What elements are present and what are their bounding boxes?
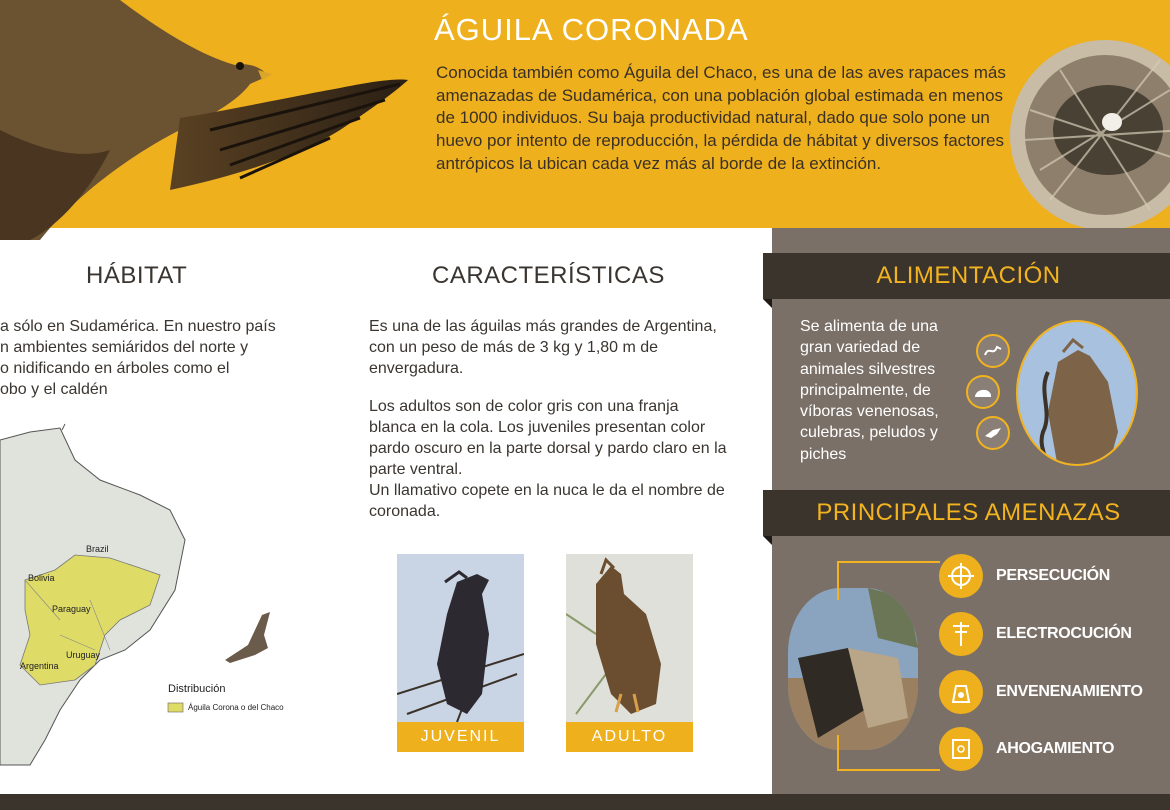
bird-icon [976, 416, 1010, 450]
adult-eagle-photo [566, 554, 693, 752]
alimentacion-heading: ALIMENTACIÓN [763, 253, 1170, 299]
alimentacion-text: Se alimenta de una gran variedad de animales silvestres principalmente, de víboras venenosas, culebras, peludos y piches [800, 318, 939, 463]
caracteristicas-para2: Los adultos son de color gris con una franja blanca en la cola. Los juveniles presentan color pardo oscuro en la parte dorsal y pardo claro en la parte ventral. [369, 398, 727, 478]
caracteristicas-para1: Es una de las águilas más grandes de Argentina, con un peso de más de 3 kg y 1,80 m de envergadura. [369, 318, 717, 377]
caracteristicas-heading: CARACTERÍSTICAS [432, 262, 665, 289]
snake-icon [976, 334, 1010, 368]
distribution-map [0, 420, 340, 780]
threat-electrocucion: ELECTROCUCIÓN [996, 625, 1132, 642]
feeding-eagle-photo [1016, 320, 1138, 466]
habitat-line: n ambientes semiáridos del norte y [0, 339, 249, 356]
map-legend-title: Distribución [168, 683, 226, 695]
habitat-text [0, 316, 330, 400]
armadillo-icon [966, 375, 1000, 409]
intro-text: Conocida también como Águila del Chaco, es una de las aves rapaces más amenazadas de Sudamérica, con una población global estimada en menos de 1000 individuos. Su baja productividad natural, dado que solo pone un huevo por intento de reproducción, la pérdida de hábitat y diversos factores antrópicos la ubican cada vez más al borde de la extinción. [436, 63, 1006, 173]
map-label-brazil: Brazil [86, 544, 109, 554]
caracteristicas-para3: Un llamativo copete en la nuca le da el nombre de coronada. [369, 482, 725, 520]
juvenile-eagle-image [397, 554, 524, 722]
juvenile-eagle-photo [397, 554, 524, 752]
poison-bag-icon [939, 670, 983, 714]
habitat-line: o nidificando en árboles como el [0, 360, 230, 377]
habitat-line: a sólo en Sudamérica. En nuestro país [0, 318, 276, 335]
nest-egg-image [1010, 20, 1170, 228]
threat-ahogamiento: AHOGAMIENTO [996, 740, 1115, 757]
habitat-heading: HÁBITAT [86, 262, 188, 289]
threat-persecucion: PERSECUCIÓN [996, 567, 1111, 584]
adult-eagle-image [566, 554, 693, 722]
flying-eagle-image [0, 0, 420, 245]
header-band [0, 0, 1170, 228]
amenazas-heading: PRINCIPALES AMENAZAS [763, 490, 1170, 536]
power-pole-icon [939, 612, 983, 656]
adulto-label: ADULTO [566, 722, 693, 752]
habitat-line: obo y el caldén [0, 381, 108, 398]
threat-envenenamiento: ENVENENAMIENTO [996, 683, 1143, 700]
water-tank-icon [939, 727, 983, 771]
map-label-paraguay: Paraguay [52, 604, 91, 614]
footer-strip [0, 794, 1170, 810]
crosshair-icon [939, 554, 983, 598]
page-title: ÁGUILA CORONADA [434, 12, 749, 47]
feeding-eagle-image [1018, 322, 1138, 466]
map-label-argentina: Argentina [20, 661, 59, 671]
map-label-bolivia: Bolivia [28, 573, 55, 583]
juvenil-label: JUVENIL [397, 722, 524, 752]
threat-connector-lines [830, 560, 950, 775]
map-legend-item: Águila Corona o del Chaco [188, 703, 284, 712]
map-label-uruguay: Uruguay [66, 650, 101, 660]
